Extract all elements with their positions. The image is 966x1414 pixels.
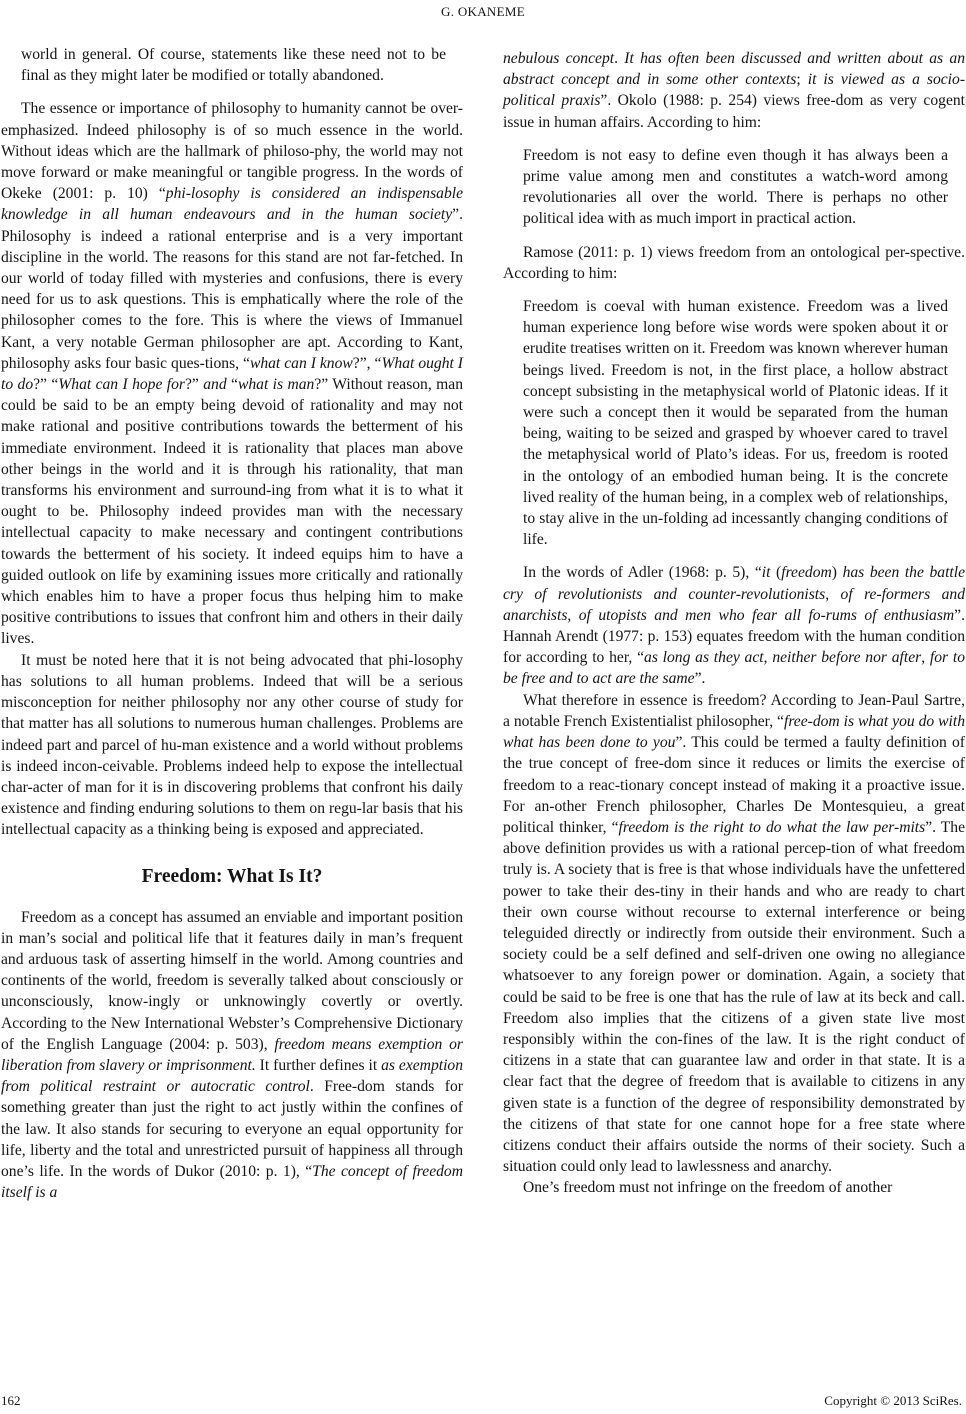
block-quote-ramose: Freedom is coeval with human existence. Freedom was a lived human experience long before wise words were spoken about it or erudite treatises written on it. Freedom was known wherever human beings lived. Freedom is not, in the first place, a hollow abstract concept subsisting in the metaphysical world of Platonic ideas. If it were such a concept then it would be separated from the human being, waiting to be seized and grasped by whoever cared to travel the metaphysical world of Plato’s ideas. For us, freedom is rooted in the ontology of an embodied human being. It is the concrete lived reality of the human being, in a complex web of relationships, to stay alive in the un-folding ad incessantly changing conditions of life. [523,298,948,549]
paragraph-philosophy-essence: The essence or importance of philosophy to humanity cannot be over-emphasized. Indeed philosophy is of so much essence in the world. Without ideas which are the hallmark of philoso-phy, the world may not move forward or make meaningful or tangible progress. In the words of Okeke (2001: p. 10) “phi-losophy is considered an indispensable knowledge in all human endeavours and in the human society”. Philosophy is indeed a rational enterprise and is a very important discipline in the world. The reasons for this stand are not far-fetched. In our world of today filled with mysteries and confusions, there is every need for us to ask questions. This is emphatically where the role of the philosopher comes to the fore. This is where the views of Immanuel Kant, a very notable German philosopher are apt. According to Kant, philosophy asks four basic ques-tions, “what can I know?”, “What ought I to do?” “What can I hope for?” and “what is man?” Without reason, man could be said to be an empty being devoid of rationality and may not make rational and positive contributions towards the betterment of his immediate environment. Indeed it is rationality that places man above other beings in the world and it is through his rationality, that man transforms his environment and surround-ing from what it is to what it ought to be. Philosophy indeed provides man with the necessary intellectual capacity to make necessary and contingent contributions towards the betterment of his society. It indeed equips him to have a guided outlook on life by examining issues more critically and rationally which enables him to have a proper focus thus helping him to make positive contributions to issues that confront him and others in their daily lives. [1,100,463,648]
italic-run: phi-losophy is considered an indispensable knowledge in all human endeavours and in the human society [1,185,463,224]
italic-run: what can I know [249,354,353,372]
italic-run: of re-formers and anarchists [503,585,965,624]
italic-run: What can I hope for [58,376,185,394]
paragraph-last: One’s freedom must not infringe on the freedom of another [523,1179,893,1197]
quote-tail: world in general. Of course, statements like these need not to be final as they might later be modified or totally abandoned. [21,46,446,85]
paragraph-adler: In the words of Adler (1968: p. 5), “it (freedom) has been the battle cry of revolutionists and counter-revolutionists, of re-formers and anarchists, of utopists and men who fear all fo-rums of enthusiasm”. Hannah Arendt (1977: p. 153) equates freedom with the human condition for according to her, “as long as they act, neither before nor after, for to be free and to act are the same”. [503,564,966,688]
paragraph-continued: nebulous concept. It has often been discussed and written about as an abstract concept and in some other contexts; it is viewed as a socio-political praxis”. Okolo (1988: p. 254) views free-dom as very cogent issue in human affairs. According to him: [503,50,966,131]
italic-run: neither before nor after [772,649,922,667]
italic-run: What ought I to do [1,354,463,394]
italic-run: as long as they act [644,649,764,667]
italic-run: for to be free and to act are the same [503,649,965,688]
italic-run: freedom means exemption or liberation from slavery or imprisonment. [1,1035,463,1074]
page-number: 162 [1,1393,21,1408]
running-head: G. OKANEME [441,4,525,19]
italic-run: freedom is the right to do what the law per-mits [618,818,926,836]
italic-run: has been the battle cry of revolutionists and counter-revolutionists [503,564,966,603]
paragraph-sartre: What therefore in essence is freedom? According to Jean-Paul Sartre, a notable French Existentialist philosopher, “free-dom is what you do with what has been done to you”. This could be termed a faulty definition of the true concept of free-dom since it reduces or limits the exercise of freedom to a reac-tionary concept instead of making it a proactive issue. For an-other French philosopher, Charles De Montesquieu, a great political thinker, “freedom is the right to do what the law per-mits”. The above definition provides us with a rational percep-tion of what freedom truly is. A society that is free is that whose individuals have the unfettered power to take their des-tiny in their hands and who are ready to chart their own course without recourse to external interference or being teleguided directly or indirectly from outside their environment. Such a society could be a self defined and self-driven one owing no allegiance whatsoever to any foreign power or domination. Again, a society that could be said to be free is one that has the rule of law at its beck and call. Freedom also implies that the citizens of a given state live most responsibly within the con-fines of the law. It is the right conduct of citizens in a state that can guarantee law and order in that state. It is a clear fact that the degree of freedom that is available to citizens in any given state is a function of the degree of responsibility demonstrated by the citizens of that state for one cannot hope for a free state where citizens conduct their affairs outside the norms of their society. Such a situation could only lead to lawlessness and anarchy. [503,691,965,1176]
paragraph-ramose: Ramose (2011: p. 1) views freedom from an ontological per-spective. According to him: [503,243,965,282]
italic-run: of utopists and men who fear all fo-rums of enthusiasm [578,606,955,624]
italic-run: The concept of freedom itself is a [1,1162,463,1202]
paragraph-freedom-concept: Freedom as a concept has assumed an enviable and important position in man’s social and political life that it features daily in man’s frequent and arduous task of asserting himself in the world. Among countries and continents of the world, freedom is severally talked about consciously or unconsciously, know-ingly or unknowingly covertly or overtly. According to the New International Webster’s Comprehensive Dictionary of the English Language (2004: p. 503), freedom means exemption or liberation from slavery or imprisonment. It further defines it as exemption from political restraint or autocratic control. Free-dom stands for something greater than just the right to act justly within the confines of the law. It also stands for securing to everyone an equal opportunity for life, liberty and the total and unrestricted pursuit of happiness all through one’s life. In the words of Dukor (2010: p. 1), “The concept of freedom itself is a [1,908,463,1202]
italic-run: as exemption from political restraint or autocratic control [1,1056,463,1096]
italic-run: freedom [781,564,832,582]
italic-run: nebulous concept [503,50,615,67]
section-heading: Freedom: What Is It? [141,865,323,887]
italic-run: it is viewed as a socio-political praxis [503,71,966,110]
block-quote-okolo: Freedom is not easy to define even though it has always been a prime value among men and constitutes a watch-word among revolutionaries all over the world. There is perhaps no other political idea with as much import in practical action. [523,146,948,228]
italic-run: free-dom is what you do with what has been done to you [503,712,965,752]
italic-run: It has often been discussed and written about as an abstract concept and in some other contexts [503,50,965,89]
right-column [503,48,965,1199]
paragraph-philosophy-limits: It must be noted here that it is not being advocated that phi-losophy has solutions to all human problems. Indeed that will be a serious misconception for neither philosophy nor any other course of study for that matter has all solutions to numerous human challenges. Problems are indeed part and parcel of hu-man existence and a world without problems is indeed incon-ceivable. Problems indeed help to expose the intellectual char-acter of man for it is in discovering problems that confront his daily existence and finding enduring solutions to them on regu-lar basis that his intellectual capacity as a thinking being is exposed and appreciated. [1,651,463,839]
copyright: Copyright © 2013 SciRes. [824,1393,962,1408]
italic-run: and [203,376,227,394]
italic-run: it [761,564,771,582]
left-column [1,44,463,1203]
italic-run: what is man [237,376,315,394]
